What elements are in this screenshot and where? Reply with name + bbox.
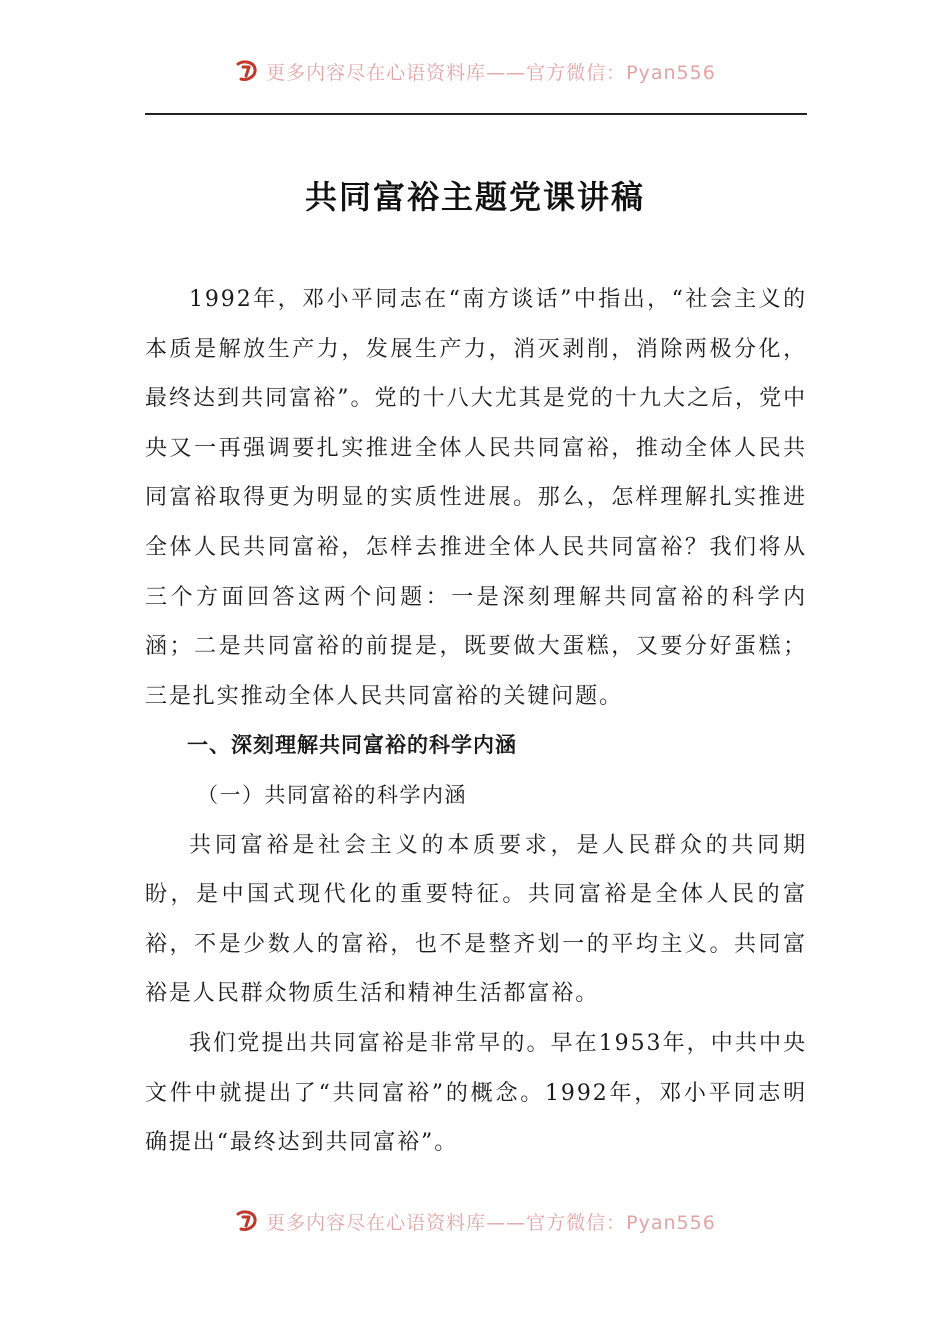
paragraph-intro: 1992年，邓小平同志在“南方谈话”中指出，“社会主义的本质是解放生产力，发展生产力，消灭剥削，消除两极分化，最终达到共同富裕”。党的十八大尤其是党的十九大之后，党中央又一再强调要扎实推进全体人民共同富裕，推动全体人民共同富裕取得更为明显的实质性进展。那么，怎样理解扎实推进全体人民共同富裕，怎样去推进全体人民共同富裕？我们将从三个方面回答这两个问题：一是深刻理解共同富裕的科学内涵；二是共同富裕的前提是，既要做大蛋糕，又要分好蛋糕；三是扎实推动全体人民共同富裕的关键问题。: [145, 287, 807, 709]
watermark-logo-icon: [234, 1208, 260, 1234]
subsection-heading-1: （一）共同富裕的科学内涵: [197, 782, 467, 807]
watermark-text: 更多内容尽在心语资料库——官方微信：Pyan556: [266, 61, 716, 84]
document-title: 共同富裕主题党课讲稿: [304, 178, 645, 216]
watermark-text: 更多内容尽在心语资料库——官方微信：Pyan556: [266, 1211, 716, 1234]
header-watermark: [0, 56, 950, 86]
header-rule: [145, 113, 807, 115]
watermark-logo-icon: [234, 58, 260, 84]
footer-watermark: [0, 1206, 950, 1236]
paragraph-history: 我们党提出共同富裕是非常早的。早在1953年，中共中央文件中就提出了“共同富裕”的概念。1992年，邓小平同志明确提出“最终达到共同富裕”。: [145, 1030, 807, 1156]
document-body: [145, 275, 807, 1168]
paragraph-definition: 共同富裕是社会主义的本质要求，是人民群众的共同期盼，是中国式现代化的重要特征。共同富裕是全体人民的富裕，不是少数人的富裕，也不是整齐划一的平均主义。共同富裕是人民群众物质生活和精神生活都富裕。: [145, 832, 807, 1007]
section-heading-1: 一、深刻理解共同富裕的科学内涵: [187, 733, 517, 758]
